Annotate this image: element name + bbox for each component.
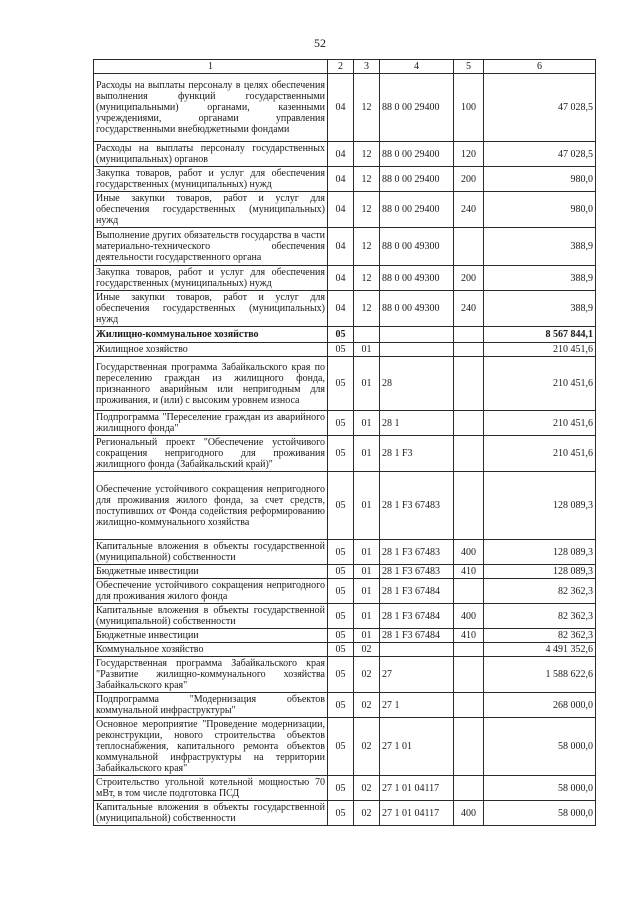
row-amount: 82 362,3 (484, 604, 596, 629)
column-header: 4 (380, 60, 454, 74)
row-subsection: 01 (354, 343, 380, 357)
header-row (94, 60, 596, 74)
row-target-code: 88 0 00 49300 (380, 266, 454, 291)
row-name: Коммунальное хозяйство (94, 643, 328, 657)
row-expense-type (454, 472, 484, 540)
row-target-code: 28 1 F3 67484 (380, 629, 454, 643)
row-section: 05 (328, 327, 354, 343)
row-name: Государственная программа Забайкальского края "Развитие жилищно-коммунального хозяйства Забайкальского края" (94, 657, 328, 693)
row-target-code: 28 (380, 357, 454, 411)
budget-table (93, 59, 596, 826)
row-name: Региональный проект "Обеспечение устойчивого сокращения непригодного для проживания жилищного фонда (Забайкальский край)" (94, 436, 328, 472)
row-section: 04 (328, 192, 354, 228)
table-row (94, 693, 596, 718)
row-name: Жилищно-коммунальное хозяйство (94, 327, 328, 343)
table-row (94, 291, 596, 327)
row-target-code: 28 1 F3 67484 (380, 579, 454, 604)
row-name: Капитальные вложения в объекты государственной (муниципальной) собственности (94, 540, 328, 565)
row-expense-type: 410 (454, 565, 484, 579)
row-subsection: 01 (354, 604, 380, 629)
row-amount: 388,9 (484, 291, 596, 327)
row-name: Подпрограмма "Переселение граждан из аварийного жилищного фонда" (94, 411, 328, 436)
table-row (94, 565, 596, 579)
row-name: Иные закупки товаров, работ и услуг для обеспечения государственных (муниципальных) нужд (94, 192, 328, 228)
row-section: 05 (328, 801, 354, 826)
row-expense-type (454, 343, 484, 357)
row-amount: 82 362,3 (484, 579, 596, 604)
row-target-code: 28 1 F3 67483 (380, 472, 454, 540)
table-row (94, 192, 596, 228)
row-section: 05 (328, 472, 354, 540)
row-target-code: 88 0 00 49300 (380, 228, 454, 266)
row-target-code: 88 0 00 29400 (380, 74, 454, 142)
row-subsection: 01 (354, 629, 380, 643)
row-name: Расходы на выплаты персоналу в целях обеспечения выполнения функций государственными (муниципальными) органами, казенными учреждениями, органами управления государственными внебюджетными фондами (94, 74, 328, 142)
table-row (94, 411, 596, 436)
column-header: 2 (328, 60, 354, 74)
table-row (94, 167, 596, 192)
row-section: 05 (328, 579, 354, 604)
row-name: Закупка товаров, работ и услуг для обеспечения государственных (муниципальных) нужд (94, 167, 328, 192)
table-row (94, 357, 596, 411)
row-expense-type: 400 (454, 604, 484, 629)
row-expense-type: 400 (454, 801, 484, 826)
row-subsection: 12 (354, 228, 380, 266)
table-row (94, 540, 596, 565)
row-target-code: 88 0 00 29400 (380, 142, 454, 167)
row-name: Строительство угольной котельной мощностью 70 мВт, в том числе подготовка ПСД (94, 776, 328, 801)
row-subsection: 02 (354, 657, 380, 693)
row-target-code: 27 (380, 657, 454, 693)
row-amount: 128 089,3 (484, 540, 596, 565)
row-target-code: 27 1 (380, 693, 454, 718)
row-expense-type (454, 776, 484, 801)
table-row (94, 579, 596, 604)
row-section: 05 (328, 565, 354, 579)
row-expense-type: 410 (454, 629, 484, 643)
row-name: Основное мероприятие "Проведение модернизации, реконструкции, нового строительства объектов теплоснабжения, капитального ремонта объектов коммунальной инфраструктуры на территории Забайкальского края" (94, 718, 328, 776)
table-row (94, 472, 596, 540)
row-target-code (380, 643, 454, 657)
row-amount: 210 451,6 (484, 343, 596, 357)
row-amount: 8 567 844,1 (484, 327, 596, 343)
row-section: 05 (328, 693, 354, 718)
table-row (94, 343, 596, 357)
table-body (94, 74, 596, 826)
row-expense-type: 400 (454, 540, 484, 565)
row-expense-type (454, 228, 484, 266)
table-row (94, 604, 596, 629)
row-subsection: 01 (354, 472, 380, 540)
row-target-code: 27 1 01 (380, 718, 454, 776)
row-amount: 47 028,5 (484, 142, 596, 167)
row-target-code: 28 1 F3 (380, 436, 454, 472)
row-expense-type (454, 411, 484, 436)
row-section: 05 (328, 776, 354, 801)
row-target-code: 88 0 00 49300 (380, 291, 454, 327)
row-target-code (380, 343, 454, 357)
row-section: 04 (328, 266, 354, 291)
row-name: Жилищное хозяйство (94, 343, 328, 357)
row-name: Иные закупки товаров, работ и услуг для обеспечения государственных (муниципальных) нужд (94, 291, 328, 327)
row-target-code: 28 1 F3 67484 (380, 604, 454, 629)
row-amount: 58 000,0 (484, 801, 596, 826)
row-subsection: 12 (354, 74, 380, 142)
column-header: 5 (454, 60, 484, 74)
row-subsection: 01 (354, 436, 380, 472)
row-amount: 980,0 (484, 192, 596, 228)
row-subsection: 12 (354, 291, 380, 327)
row-section: 05 (328, 657, 354, 693)
row-name: Расходы на выплаты персоналу государственных (муниципальных) органов (94, 142, 328, 167)
row-amount: 128 089,3 (484, 472, 596, 540)
row-name: Бюджетные инвестиции (94, 565, 328, 579)
row-target-code: 27 1 01 04117 (380, 776, 454, 801)
row-amount: 1 588 622,6 (484, 657, 596, 693)
row-name: Государственная программа Забайкальского края по переселению граждан из жилищного фонда, признанного аварийным или непригодным для проживания, и (или) с высоким уровнем износа (94, 357, 328, 411)
table-row (94, 657, 596, 693)
row-name: Обеспечение устойчивого сокращения непригодного для проживания жилого фонда, за счет средств, поступивших от Фонда содействия реформированию жилищно-коммунального хозяйства (94, 472, 328, 540)
row-subsection: 12 (354, 266, 380, 291)
row-amount: 4 491 352,6 (484, 643, 596, 657)
table-row (94, 629, 596, 643)
row-expense-type (454, 579, 484, 604)
row-expense-type (454, 357, 484, 411)
table-row (94, 228, 596, 266)
row-section: 05 (328, 629, 354, 643)
row-expense-type (454, 657, 484, 693)
row-amount: 82 362,3 (484, 629, 596, 643)
row-section: 05 (328, 343, 354, 357)
table-row (94, 776, 596, 801)
row-subsection: 01 (354, 357, 380, 411)
row-expense-type (454, 693, 484, 718)
row-name: Обеспечение устойчивого сокращения непригодного для проживания жилого фонда (94, 579, 328, 604)
row-target-code: 88 0 00 29400 (380, 192, 454, 228)
row-section: 05 (328, 604, 354, 629)
row-subsection: 02 (354, 776, 380, 801)
row-target-code: 28 1 (380, 411, 454, 436)
row-subsection: 12 (354, 192, 380, 228)
table-row (94, 74, 596, 142)
page-number: 52 (314, 36, 326, 50)
row-expense-type: 100 (454, 74, 484, 142)
row-amount: 128 089,3 (484, 565, 596, 579)
row-section: 04 (328, 74, 354, 142)
row-subsection: 12 (354, 142, 380, 167)
row-section: 05 (328, 436, 354, 472)
row-subsection: 01 (354, 540, 380, 565)
row-target-code: 27 1 01 04117 (380, 801, 454, 826)
column-header: 3 (354, 60, 380, 74)
row-amount: 210 451,6 (484, 357, 596, 411)
row-target-code: 28 1 F3 67483 (380, 565, 454, 579)
row-expense-type (454, 327, 484, 343)
table-row (94, 801, 596, 826)
row-expense-type (454, 436, 484, 472)
row-amount: 47 028,5 (484, 74, 596, 142)
row-subsection (354, 327, 380, 343)
row-section: 05 (328, 357, 354, 411)
row-expense-type (454, 718, 484, 776)
row-amount: 388,9 (484, 266, 596, 291)
row-section: 04 (328, 167, 354, 192)
row-section: 05 (328, 540, 354, 565)
row-target-code: 88 0 00 29400 (380, 167, 454, 192)
row-subsection: 12 (354, 167, 380, 192)
row-amount: 58 000,0 (484, 776, 596, 801)
column-header: 1 (94, 60, 328, 74)
row-subsection: 01 (354, 411, 380, 436)
table-row (94, 436, 596, 472)
row-amount: 58 000,0 (484, 718, 596, 776)
row-expense-type (454, 643, 484, 657)
row-section: 05 (328, 718, 354, 776)
table-row (94, 142, 596, 167)
row-subsection: 01 (354, 565, 380, 579)
row-expense-type: 200 (454, 167, 484, 192)
table-row (94, 327, 596, 343)
row-name: Бюджетные инвестиции (94, 629, 328, 643)
row-amount: 210 451,6 (484, 436, 596, 472)
table-row (94, 643, 596, 657)
row-expense-type: 240 (454, 291, 484, 327)
row-amount: 210 451,6 (484, 411, 596, 436)
row-name: Капитальные вложения в объекты государственной (муниципальной) собственности (94, 801, 328, 826)
row-name: Капитальные вложения в объекты государственной (муниципальной) собственности (94, 604, 328, 629)
row-subsection: 02 (354, 693, 380, 718)
row-subsection: 01 (354, 579, 380, 604)
table-row (94, 718, 596, 776)
row-expense-type: 200 (454, 266, 484, 291)
row-expense-type: 240 (454, 192, 484, 228)
row-expense-type: 120 (454, 142, 484, 167)
row-amount: 268 000,0 (484, 693, 596, 718)
row-section: 04 (328, 291, 354, 327)
row-target-code: 28 1 F3 67483 (380, 540, 454, 565)
row-subsection: 02 (354, 643, 380, 657)
row-name: Подпрограмма "Модернизация объектов коммунальной инфраструктуры" (94, 693, 328, 718)
row-name: Выполнение других обязательств государства в части материально-технического обеспечения деятельности государственного органа (94, 228, 328, 266)
row-section: 04 (328, 228, 354, 266)
row-amount: 980,0 (484, 167, 596, 192)
row-name: Закупка товаров, работ и услуг для обеспечения государственных (муниципальных) нужд (94, 266, 328, 291)
row-section: 04 (328, 142, 354, 167)
row-section: 05 (328, 411, 354, 436)
table-row (94, 266, 596, 291)
row-section: 05 (328, 643, 354, 657)
row-amount: 388,9 (484, 228, 596, 266)
row-target-code (380, 327, 454, 343)
row-subsection: 02 (354, 718, 380, 776)
row-subsection: 02 (354, 801, 380, 826)
column-header: 6 (484, 60, 596, 74)
